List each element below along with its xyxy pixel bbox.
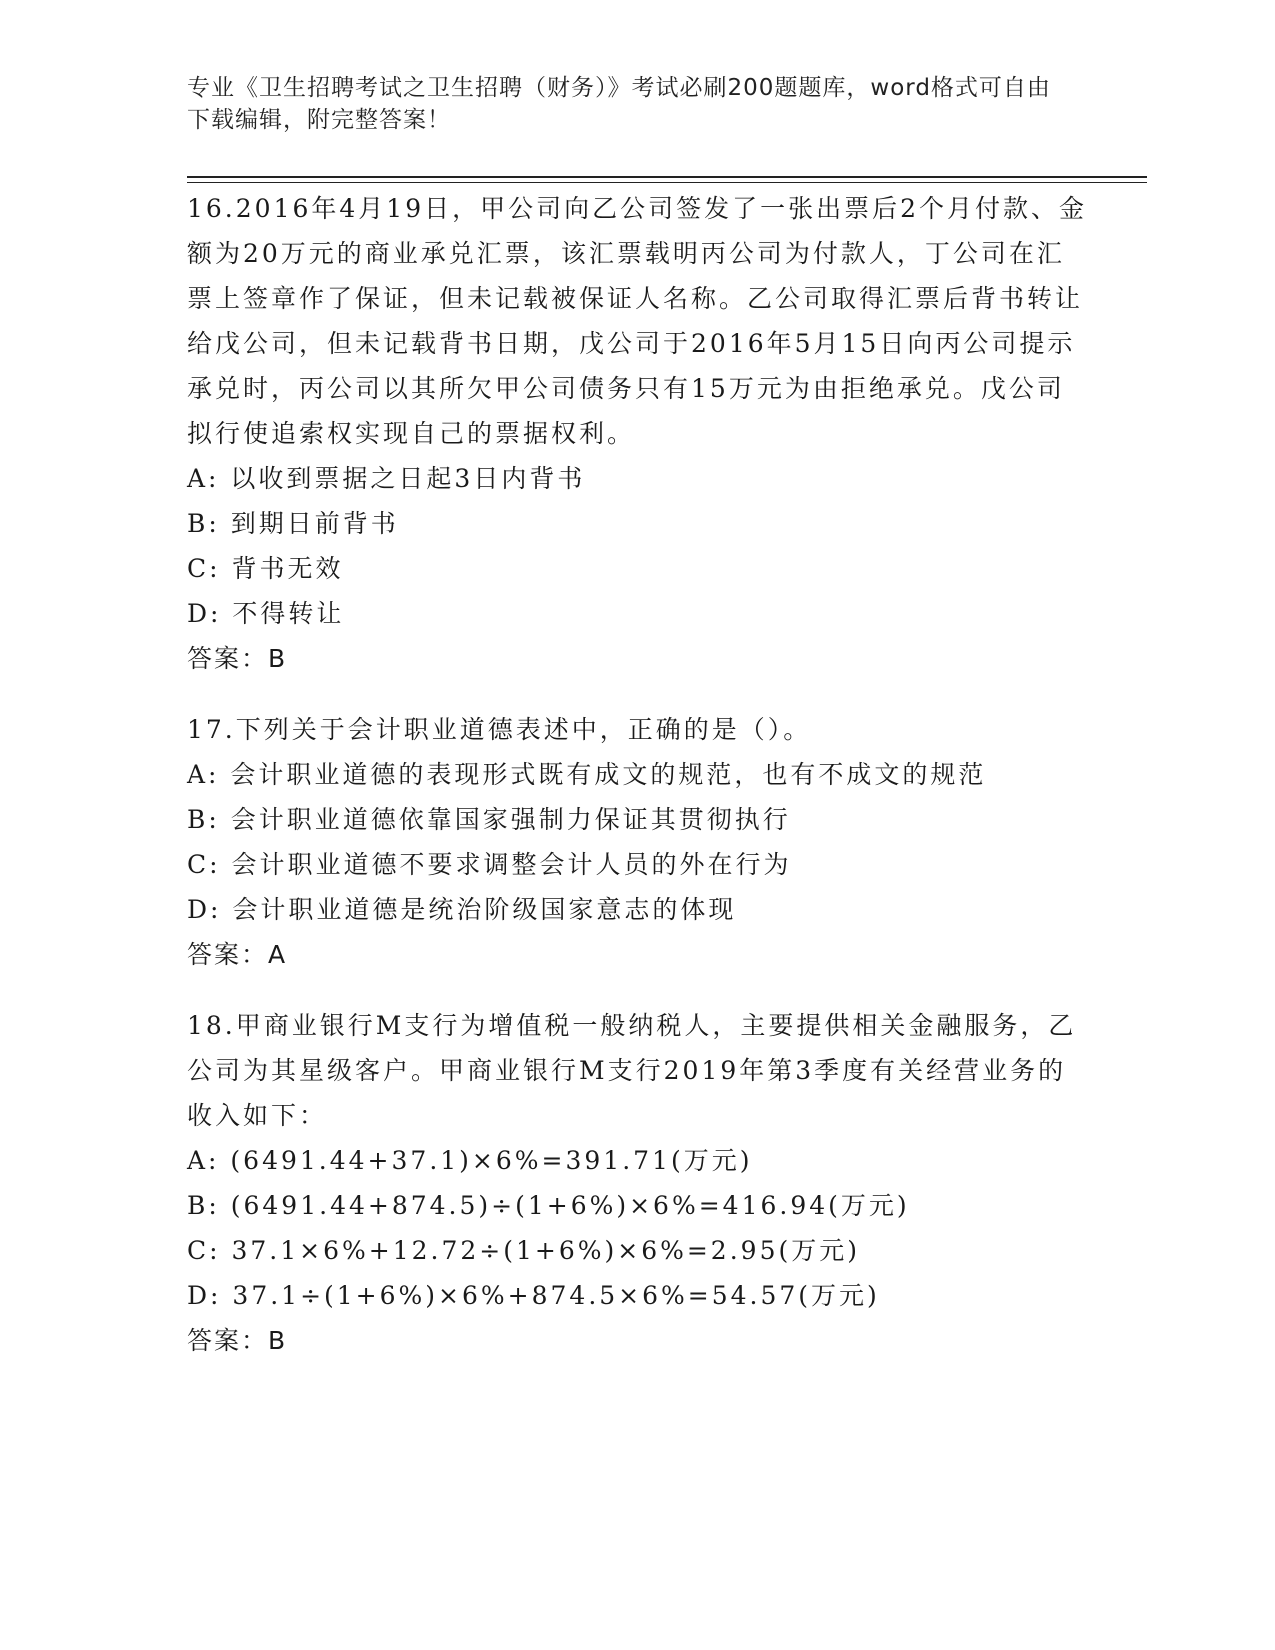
option-a: A: 以收到票据之日起3日内背书 [187,464,586,493]
option-d: D: 会计职业道德是统治阶级国家意志的体现 [187,895,737,924]
document-header [187,72,1067,136]
question-stem: 18.甲商业银行M支行为增值税一般纳税人，主要提供相关金融服务，乙公司为其星级客户。甲商业银行M支行2019年第3季度有关经营业务的收入如下： [187,1011,1077,1130]
option-a: A: 会计职业道德的表现形式既有成文的规范，也有不成文的规范 [187,760,987,789]
option-c: C: 37.1×6%+12.72÷(1+6%)×6%=2.95(万元) [187,1236,860,1265]
header-divider-thick [187,176,1147,178]
question-18 [187,1003,1087,1363]
header-title: 专业《卫生招聘考试之卫生招聘（财务）》考试必刷200题题库，word格式可自由下载编辑，附完整答案！ [187,75,1051,133]
option-d: D: 不得转让 [187,599,345,628]
question-17 [187,707,1087,977]
question-list [187,186,1087,1389]
question-stem: 16.2016年4月19日，甲公司向乙公司签发了一张出票后2个月付款、金额为20万元的商业承兑汇票，该汇票载明丙公司为付款人，丁公司在汇票上签章作了保证，但未记载被保证人名称。乙公司取得汇票后背书转让给戊公司，但未记载背书日期，戊公司于2016年5月15日向丙公司提示承兑时，丙公司以其所欠甲公司债务只有15万元为由拒绝承兑。戊公司拟行使追索权实现自己的票据权利。 [187,194,1088,448]
option-b: B: (6491.44+874.5)÷(1+6%)×6%=416.94(万元) [187,1191,910,1220]
option-b: B: 会计职业道德依靠国家强制力保证其贯彻执行 [187,805,791,834]
answer-line: 答案：B [187,1326,288,1355]
question-stem: 17.下列关于会计职业道德表述中，正确的是（）。 [187,715,812,744]
header-divider-thin [187,182,1147,183]
question-16 [187,186,1087,681]
option-d: D: 37.1÷(1+6%)×6%+874.5×6%=54.57(万元) [187,1281,880,1310]
option-c: C: 背书无效 [187,554,344,583]
option-c: C: 会计职业道德不要求调整会计人员的外在行为 [187,850,792,879]
answer-line: 答案：A [187,940,288,969]
option-b: B: 到期日前背书 [187,509,399,538]
answer-line: 答案：B [187,644,288,673]
option-a: A: (6491.44+37.1)×6%=391.71(万元) [187,1146,753,1175]
